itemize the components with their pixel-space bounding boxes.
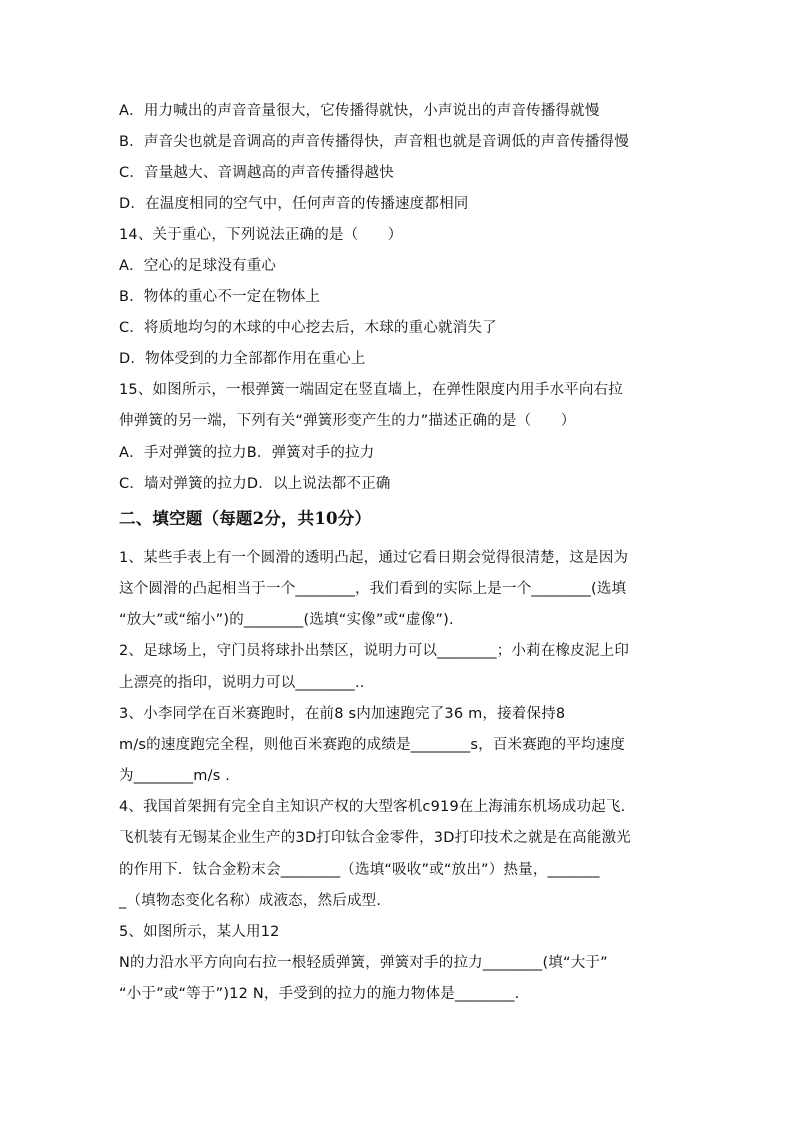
fill-q5-line-2: N的力沿水平方向向右拉一根轻质弹簧，弹簧对手的拉力________(填“大于” xyxy=(119,955,608,971)
q14-option-b: B．物体的重心不一定在物体上 xyxy=(119,289,321,305)
fill-q1-line-1: 1、某些手表上有一个圆滑的透明凸起，通过它看日期会觉得很清楚，这是因为 xyxy=(119,550,629,566)
fill-q1-line-3: “放大”或“缩小”)的________(选填“实像”或“虚像”). xyxy=(119,612,454,628)
fill-q2-line-1: 2、足球场上，守门员将球扑出禁区，说明力可以________；小莉在橡皮泥上印 xyxy=(119,643,630,659)
fill-q1-line-2: 这个圆滑的凸起相当于一个________，我们看到的实际上是一个________(选填 xyxy=(119,581,627,597)
q14-option-d: D．物体受到的力全部都作用在重心上 xyxy=(119,351,366,367)
fill-q4-line-4: _（填物态变化名称）成液态，然后成型. xyxy=(119,893,382,909)
fill-q5-line-1: 5、如图所示，某人用12 xyxy=(119,924,280,940)
q14-option-c: C．将质地均匀的木球的中心挖去后，木球的重心就消失了 xyxy=(119,320,497,336)
fill-q4-line-2: 飞机装有无锡某企业生产的3D打印钛合金零件，3D打印技术之就是在高能激光 xyxy=(119,830,631,846)
fill-q2-line-2: 上漂亮的指印，说明力可以________.. xyxy=(119,675,365,691)
q15-stem-line-1: 15、如图所示，一根弹簧一端固定在竖直墙上，在弹性限度内用手水平向右拉 xyxy=(119,382,623,398)
fill-q4-line-3: 的作用下．钛合金粉末会________（选填“吸收”或“放出”）热量，_______ xyxy=(119,862,600,878)
q13-option-b: B．声音尖也就是音调高的声音传播得快，声音粗也就是音调低的声音传播得慢 xyxy=(119,134,629,150)
q13-option-a: A．用力喊出的声音音量很大，它传播得就快，小声说出的声音传播得就慢 xyxy=(119,103,600,119)
q14-stem: 14、关于重心，下列说法正确的是（ ） xyxy=(119,227,403,243)
fill-q4-line-1: 4、我国首架拥有完全自主知识产权的大型客机c919在上海浦东机场成功起飞. xyxy=(119,799,626,815)
q15-stem-line-2: 伸弹簧的另一端，下列有关“弹簧形变产生的力”描述正确的是（ ） xyxy=(119,413,576,429)
fill-q3-line-2: m/s的速度跑完全程，则他百米赛跑的成绩是________s，百米赛跑的平均速度 xyxy=(119,737,626,753)
fill-q3-line-3: 为________m/s . xyxy=(119,768,231,784)
q15-option-cd: C．墙对弹簧的拉力D．以上说法都不正确 xyxy=(119,476,391,492)
q15-option-ab: A．手对弹簧的拉力B．弹簧对手的拉力 xyxy=(119,445,375,461)
section-2-title: 二、填空题（每题2分，共10分） xyxy=(119,509,372,528)
q13-option-d: D．在温度相同的空气中，任何声音的传播速度都相同 xyxy=(119,196,469,212)
fill-q5-line-3: “小于”或“等于”)12 N，手受到的拉力的施力物体是________. xyxy=(119,986,520,1002)
fill-q3-line-1: 3、小李同学在百米赛跑时，在前8 s内加速跑完了36 m，接着保持8 xyxy=(119,706,566,722)
q13-option-c: C．音量越大、音调越高的声音传播得越快 xyxy=(119,165,394,181)
q14-option-a: A．空心的足球没有重心 xyxy=(119,258,277,274)
